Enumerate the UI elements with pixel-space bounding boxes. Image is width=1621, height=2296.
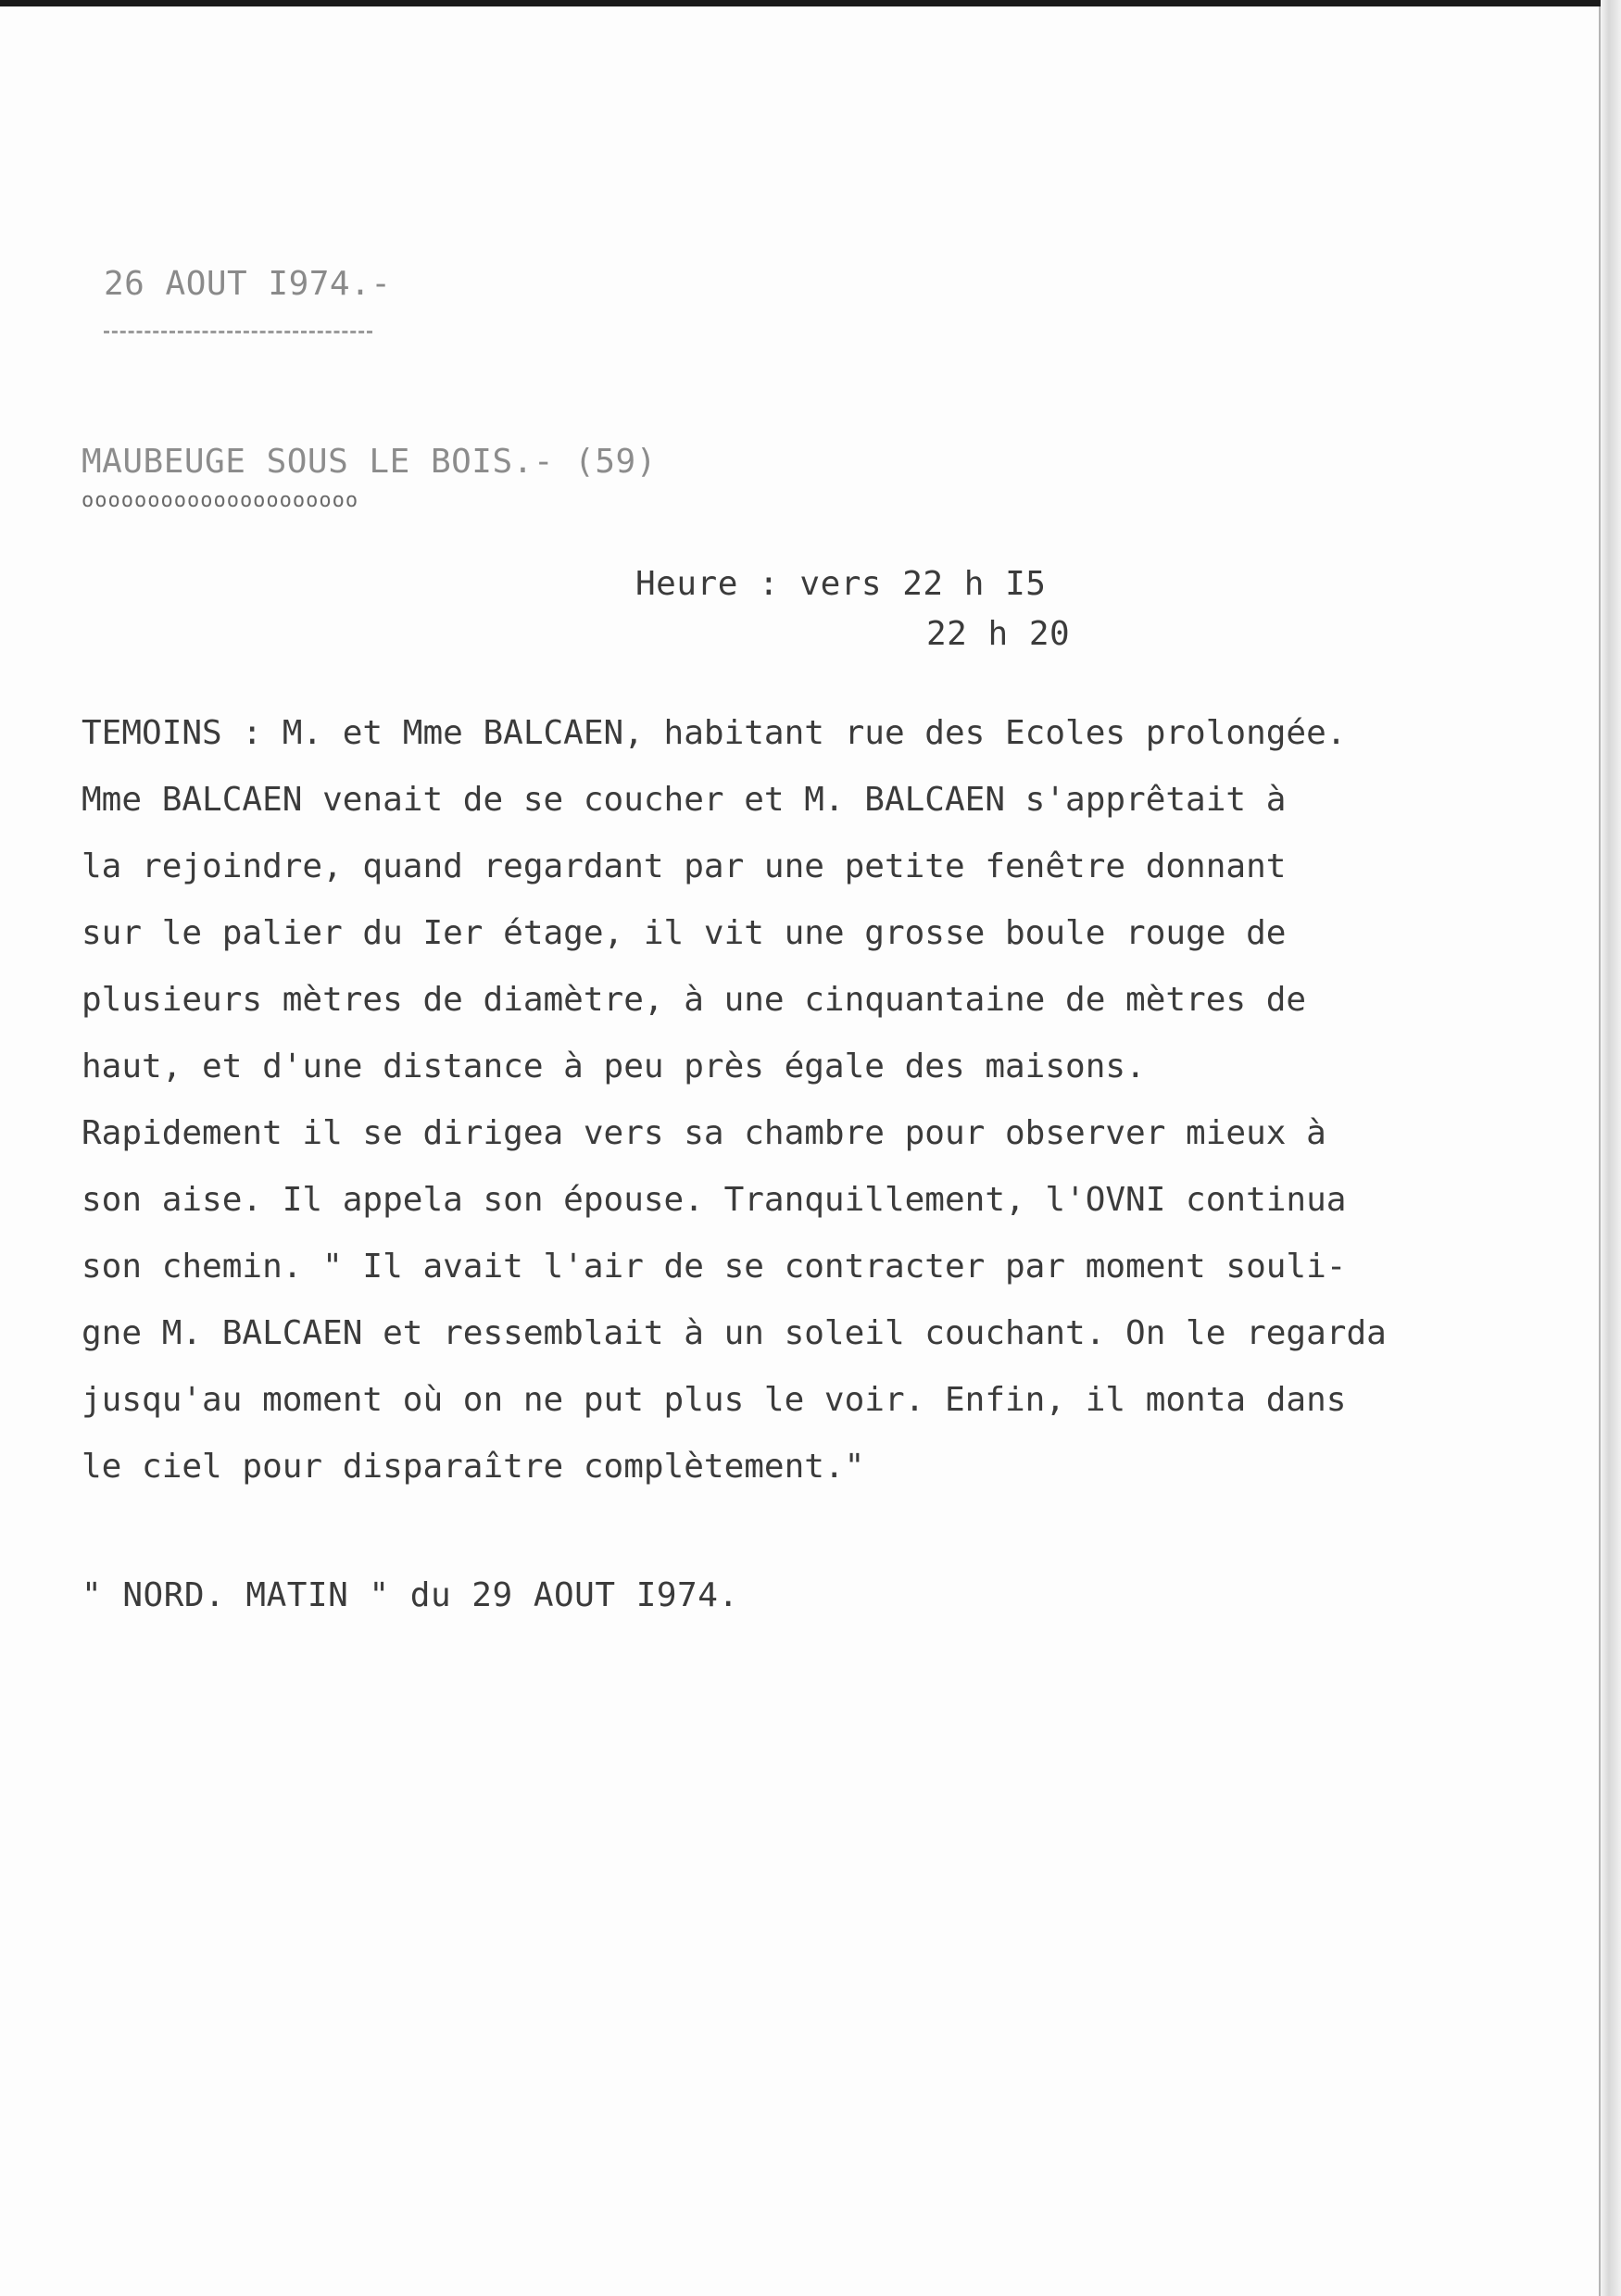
- newspaper-source: " NORD. MATIN " du 29 AOUT I974.: [82, 1576, 739, 1614]
- body-line: Mme BALCAEN venait de se coucher et M. BALCAEN s'apprêtait à: [82, 781, 1287, 819]
- body-line: sur le palier du Ier étage, il vit une grosse boule rouge de: [82, 914, 1287, 952]
- body-line: le ciel pour disparaître complètement.": [82, 1448, 865, 1486]
- body-line: jusqu'au moment où on ne put plus le voir. Enfin, il monta dans: [82, 1381, 1347, 1419]
- report-time: Heure : vers 22 h I5: [635, 565, 1047, 603]
- scan-top-edge: [0, 0, 1601, 6]
- date-underline: [104, 331, 372, 333]
- body-line: plusieurs mètres de diamètre, à une cinquantaine de mètres de: [82, 981, 1307, 1019]
- body-line: haut, et d'une distance à peu près égale des maisons.: [82, 1048, 1146, 1085]
- body-line: TEMOINS : M. et Mme BALCAEN, habitant rue des Ecoles prolongée.: [82, 714, 1347, 752]
- body-line: son aise. Il appela son épouse. Tranquillement, l'OVNI continua: [82, 1181, 1347, 1219]
- body-line: son chemin. " Il avait l'air de se contracter par moment souli-: [82, 1248, 1347, 1286]
- location-underline: ooooooooooooooooooooo: [82, 489, 359, 512]
- body-line: Rapidement il se dirigea vers sa chambre pour observer mieux à: [82, 1114, 1326, 1152]
- scan-right-edge: [1601, 0, 1621, 2296]
- report-location: MAUBEUGE SOUS LE BOIS.- (59): [82, 443, 657, 481]
- body-line: gne M. BALCAEN et ressemblait à un soleil couchant. On le regarda: [82, 1314, 1387, 1352]
- report-body: [82, 700, 1564, 1500]
- report-time-end: 22 h 20: [926, 615, 1071, 653]
- report-date: 26 AOUT I974.-: [104, 265, 392, 303]
- body-line: la rejoindre, quand regardant par une petite fenêtre donnant: [82, 847, 1287, 885]
